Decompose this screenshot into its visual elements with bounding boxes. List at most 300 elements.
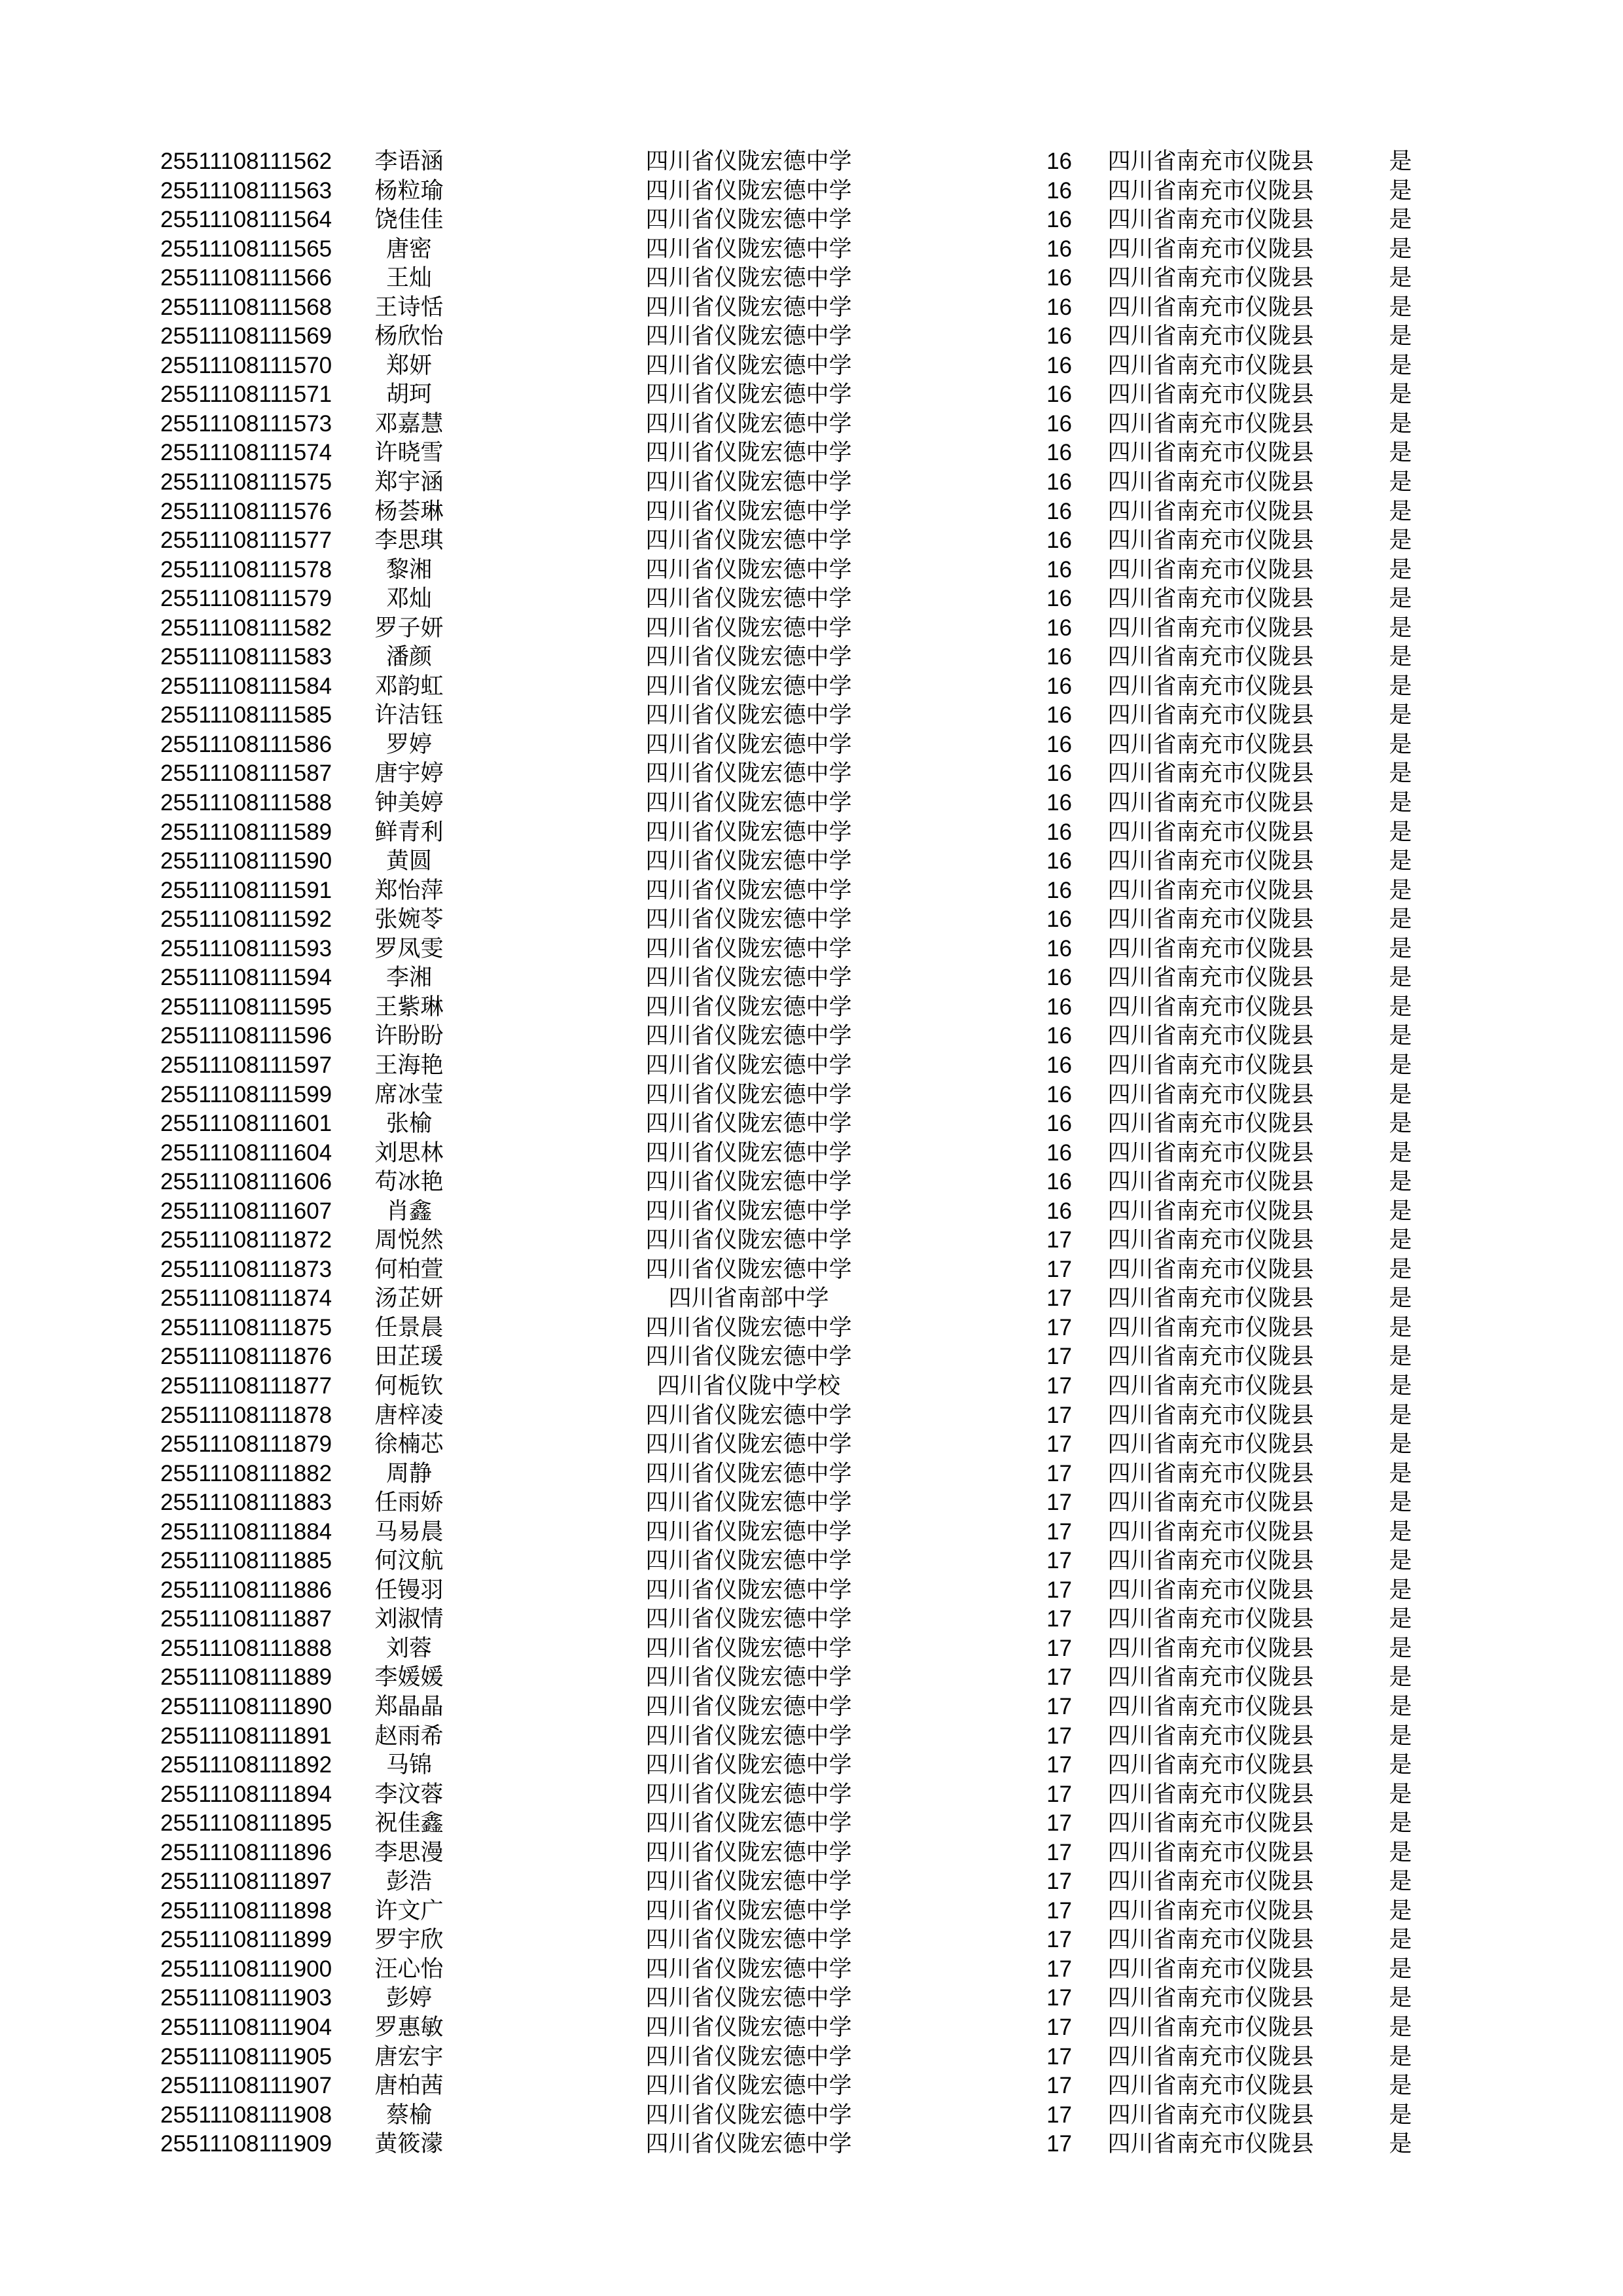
school-cell: 四川省仪陇宏德中学 xyxy=(645,848,852,874)
student-id-cell: 25511108111872 xyxy=(160,1227,332,1253)
age-cell: 17 xyxy=(1046,1664,1072,1691)
table-row xyxy=(0,1314,1623,1343)
confirm-cell: 是 xyxy=(1389,352,1412,378)
region-cell: 四川省南充市仪陇县 xyxy=(1107,673,1314,699)
school-cell: 四川省仪陇宏德中学 xyxy=(645,1897,852,1924)
region-cell: 四川省南充市仪陇县 xyxy=(1107,1344,1314,1370)
confirm-cell: 是 xyxy=(1389,1256,1412,1282)
age-cell: 17 xyxy=(1046,1256,1072,1282)
region-cell: 四川省南充市仪陇县 xyxy=(1107,2073,1314,2099)
school-cell: 四川省仪陇宏德中学 xyxy=(645,906,852,933)
age-cell: 16 xyxy=(1046,1139,1072,1166)
student-id-cell: 25511108111900 xyxy=(160,1956,332,1982)
student-name-cell: 王海艳 xyxy=(374,1052,444,1078)
table-row xyxy=(0,1081,1623,1110)
school-cell: 四川省仪陇宏德中学 xyxy=(645,2102,852,2128)
student-id-cell: 25511108111604 xyxy=(160,1139,332,1166)
region-cell: 四川省南充市仪陇县 xyxy=(1107,1956,1314,1982)
region-cell: 四川省南充市仪陇县 xyxy=(1107,440,1314,466)
student-id-cell: 25511108111877 xyxy=(160,1372,332,1399)
student-id-cell: 25511108111876 xyxy=(160,1344,332,1370)
table-row xyxy=(0,526,1623,556)
student-name-cell: 苟冰艳 xyxy=(374,1169,444,1195)
student-id-cell: 25511108111591 xyxy=(160,877,332,903)
confirm-cell: 是 xyxy=(1389,410,1412,437)
table-row xyxy=(0,1984,1623,2013)
table-row xyxy=(0,235,1623,264)
confirm-cell: 是 xyxy=(1389,877,1412,903)
confirm-cell: 是 xyxy=(1389,1402,1412,1428)
age-cell: 16 xyxy=(1046,323,1072,350)
region-cell: 四川省南充市仪陇县 xyxy=(1107,1023,1314,1049)
age-cell: 16 xyxy=(1046,440,1072,466)
school-cell: 四川省仪陇宏德中学 xyxy=(645,469,852,495)
table-row xyxy=(0,876,1623,906)
region-cell: 四川省南充市仪陇县 xyxy=(1107,1431,1314,1458)
student-name-cell: 马锦 xyxy=(385,1752,432,1778)
table-row xyxy=(0,177,1623,206)
table-row xyxy=(0,439,1623,468)
student-id-cell: 25511108111563 xyxy=(160,177,332,204)
school-cell: 四川省仪陇宏德中学 xyxy=(645,1781,852,1807)
region-cell: 四川省南充市仪陇县 xyxy=(1107,2131,1314,2157)
table-row xyxy=(0,614,1623,643)
student-name-cell: 王诗恬 xyxy=(374,294,444,320)
student-name-cell: 刘蓉 xyxy=(385,1635,432,1661)
age-cell: 16 xyxy=(1046,294,1072,320)
age-cell: 17 xyxy=(1046,2043,1072,2070)
student-id-cell: 25511108111904 xyxy=(160,2015,332,2040)
student-name-cell: 汪心怡 xyxy=(374,1956,444,1982)
confirm-cell: 是 xyxy=(1389,294,1412,320)
student-id-cell: 25511108111897 xyxy=(160,1869,332,1895)
school-cell: 四川省仪陇宏德中学 xyxy=(645,528,852,554)
school-cell: 四川省仪陇宏德中学 xyxy=(645,1985,852,2011)
student-name-cell: 彭婷 xyxy=(385,1985,432,2011)
table-row xyxy=(0,1488,1623,1518)
region-cell: 四川省南充市仪陇县 xyxy=(1107,1198,1314,1224)
student-id-cell: 25511108111879 xyxy=(160,1431,332,1458)
age-cell: 16 xyxy=(1046,1169,1072,1195)
region-cell: 四川省南充市仪陇县 xyxy=(1107,294,1314,320)
region-cell: 四川省南充市仪陇县 xyxy=(1107,702,1314,728)
school-cell: 四川省仪陇中学校 xyxy=(656,1372,840,1399)
table-row xyxy=(0,1809,1623,1839)
table-row xyxy=(0,1460,1623,1489)
student-name-cell: 杨欣怡 xyxy=(374,323,444,350)
school-cell: 四川省仪陇宏德中学 xyxy=(645,1227,852,1253)
region-cell: 四川省南充市仪陇县 xyxy=(1107,1897,1314,1924)
region-cell: 四川省南充市仪陇县 xyxy=(1107,965,1314,991)
student-name-cell: 杨荟琳 xyxy=(374,498,444,524)
confirm-cell: 是 xyxy=(1389,1956,1412,1982)
region-cell: 四川省南充市仪陇县 xyxy=(1107,1256,1314,1282)
student-name-cell: 徐楠芯 xyxy=(374,1431,444,1458)
region-cell: 四川省南充市仪陇县 xyxy=(1107,1810,1314,1837)
age-cell: 16 xyxy=(1046,352,1072,378)
age-cell: 17 xyxy=(1046,1518,1072,1545)
age-cell: 17 xyxy=(1046,1723,1072,1749)
region-cell: 四川省南充市仪陇县 xyxy=(1107,352,1314,378)
student-id-cell: 25511108111576 xyxy=(160,498,332,524)
student-id-cell: 25511108111574 xyxy=(160,440,332,466)
age-cell: 16 xyxy=(1046,1198,1072,1224)
confirm-cell: 是 xyxy=(1389,1664,1412,1691)
table-row xyxy=(0,1605,1623,1634)
table-row xyxy=(0,1751,1623,1780)
confirm-cell: 是 xyxy=(1389,790,1412,816)
student-id-cell: 25511108111898 xyxy=(160,1897,332,1924)
table-row xyxy=(0,1168,1623,1197)
student-id-cell: 25511108111588 xyxy=(160,790,332,816)
confirm-cell: 是 xyxy=(1389,2073,1412,2099)
confirm-cell: 是 xyxy=(1389,1518,1412,1545)
age-cell: 16 xyxy=(1046,790,1072,816)
age-cell: 16 xyxy=(1046,644,1072,670)
table-row xyxy=(0,1226,1623,1255)
table-row xyxy=(0,643,1623,672)
student-name-cell: 罗子妍 xyxy=(374,615,444,641)
school-cell: 四川省仪陇宏德中学 xyxy=(645,1431,852,1458)
region-cell: 四川省南充市仪陇县 xyxy=(1107,1781,1314,1807)
student-name-cell: 祝佳鑫 xyxy=(374,1810,444,1837)
school-cell: 四川省仪陇宏德中学 xyxy=(645,702,852,728)
table-row xyxy=(0,1663,1623,1693)
confirm-cell: 是 xyxy=(1389,236,1412,262)
student-id-cell: 25511108111586 xyxy=(160,731,332,757)
school-cell: 四川省仪陇宏德中学 xyxy=(645,819,852,845)
student-name-cell: 赵雨希 xyxy=(374,1723,444,1749)
table-row xyxy=(0,1139,1623,1168)
table-row xyxy=(0,584,1623,614)
confirm-cell: 是 xyxy=(1389,1927,1412,1953)
student-name-cell: 周静 xyxy=(385,1460,432,1486)
school-cell: 四川省仪陇宏德中学 xyxy=(645,2043,852,2070)
region-cell: 四川省南充市仪陇县 xyxy=(1107,1227,1314,1253)
student-id-cell: 25511108111882 xyxy=(160,1460,332,1486)
confirm-cell: 是 xyxy=(1389,935,1412,961)
table-row xyxy=(0,380,1623,410)
table-row xyxy=(0,1430,1623,1460)
school-cell: 四川省仪陇宏德中学 xyxy=(645,1314,852,1340)
school-cell: 四川省仪陇宏德中学 xyxy=(645,556,852,583)
student-id-cell: 25511108111873 xyxy=(160,1256,332,1282)
student-name-cell: 杨粒瑜 xyxy=(374,177,444,204)
confirm-cell: 是 xyxy=(1389,1490,1412,1516)
student-name-cell: 唐宏宇 xyxy=(374,2043,444,2070)
age-cell: 17 xyxy=(1046,1869,1072,1895)
region-cell: 四川省南充市仪陇县 xyxy=(1107,644,1314,670)
confirm-cell: 是 xyxy=(1389,1781,1412,1807)
student-id-cell: 25511108111875 xyxy=(160,1314,332,1340)
region-cell: 四川省南充市仪陇县 xyxy=(1107,586,1314,612)
region-cell: 四川省南充市仪陇县 xyxy=(1107,1518,1314,1545)
table-row xyxy=(0,818,1623,848)
school-cell: 四川省仪陇宏德中学 xyxy=(645,1869,852,1895)
region-cell: 四川省南充市仪陇县 xyxy=(1107,2015,1314,2040)
student-id-cell: 25511108111565 xyxy=(160,236,332,262)
confirm-cell: 是 xyxy=(1389,556,1412,583)
student-id-cell: 25511108111599 xyxy=(160,1081,332,1107)
student-name-cell: 王紫琳 xyxy=(374,994,444,1020)
age-cell: 16 xyxy=(1046,761,1072,787)
region-cell: 四川省南充市仪陇县 xyxy=(1107,615,1314,641)
student-name-cell: 肖鑫 xyxy=(385,1198,432,1224)
age-cell: 17 xyxy=(1046,1548,1072,1574)
confirm-cell: 是 xyxy=(1389,1111,1412,1137)
region-cell: 四川省南充市仪陇县 xyxy=(1107,323,1314,350)
school-cell: 四川省仪陇宏德中学 xyxy=(645,1606,852,1632)
school-cell: 四川省仪陇宏德中学 xyxy=(645,790,852,816)
table-row xyxy=(0,1255,1623,1285)
age-cell: 16 xyxy=(1046,469,1072,495)
student-id-cell: 25511108111568 xyxy=(160,294,332,320)
age-cell: 16 xyxy=(1046,906,1072,933)
region-cell: 四川省南充市仪陇县 xyxy=(1107,556,1314,583)
student-id-cell: 25511108111606 xyxy=(160,1169,332,1195)
age-cell: 17 xyxy=(1046,1897,1072,1924)
student-name-cell: 黎湘 xyxy=(385,556,432,583)
student-name-cell: 邓韵虹 xyxy=(374,673,444,699)
school-cell: 四川省仪陇宏德中学 xyxy=(645,1839,852,1865)
confirm-cell: 是 xyxy=(1389,906,1412,933)
school-cell: 四川省仪陇宏德中学 xyxy=(645,382,852,408)
student-id-cell: 25511108111878 xyxy=(160,1402,332,1428)
school-cell: 四川省仪陇宏德中学 xyxy=(645,965,852,991)
age-cell: 16 xyxy=(1046,382,1072,408)
student-name-cell: 鲜青利 xyxy=(374,819,444,845)
school-cell: 四川省仪陇宏德中学 xyxy=(645,1927,852,1953)
student-id-cell: 25511108111584 xyxy=(160,673,332,699)
student-name-cell: 何栀钦 xyxy=(374,1372,444,1399)
student-id-cell: 25511108111571 xyxy=(160,382,332,408)
student-name-cell: 张婉苓 xyxy=(374,906,444,933)
age-cell: 17 xyxy=(1046,1577,1072,1603)
school-cell: 四川省仪陇宏德中学 xyxy=(645,1111,852,1137)
student-name-cell: 胡珂 xyxy=(385,382,432,408)
region-cell: 四川省南充市仪陇县 xyxy=(1107,149,1314,174)
student-id-cell: 25511108111582 xyxy=(160,615,332,641)
age-cell: 17 xyxy=(1046,1344,1072,1370)
student-id-cell: 25511108111905 xyxy=(160,2043,332,2070)
school-cell: 四川省仪陇宏德中学 xyxy=(645,673,852,699)
school-cell: 四川省仪陇宏德中学 xyxy=(645,1139,852,1166)
student-name-cell: 罗凤雯 xyxy=(374,935,444,961)
age-cell: 16 xyxy=(1046,1023,1072,1049)
school-cell: 四川省仪陇宏德中学 xyxy=(645,935,852,961)
student-name-cell: 马易晨 xyxy=(374,1518,444,1545)
student-name-cell: 黄筱濛 xyxy=(374,2131,444,2157)
region-cell: 四川省南充市仪陇县 xyxy=(1107,877,1314,903)
student-id-cell: 25511108111583 xyxy=(160,644,332,670)
age-cell: 17 xyxy=(1046,1314,1072,1340)
student-name-cell: 邓嘉慧 xyxy=(374,410,444,437)
age-cell: 17 xyxy=(1046,2015,1072,2040)
region-cell: 四川省南充市仪陇县 xyxy=(1107,1869,1314,1895)
student-name-cell: 黄圆 xyxy=(385,848,432,874)
region-cell: 四川省南充市仪陇县 xyxy=(1107,1693,1314,1719)
region-cell: 四川省南充市仪陇县 xyxy=(1107,994,1314,1020)
table-row xyxy=(0,2130,1623,2159)
age-cell: 16 xyxy=(1046,877,1072,903)
student-name-cell: 唐密 xyxy=(385,236,432,262)
age-cell: 16 xyxy=(1046,528,1072,554)
table-row xyxy=(0,1197,1623,1227)
region-cell: 四川省南充市仪陇县 xyxy=(1107,1460,1314,1486)
confirm-cell: 是 xyxy=(1389,1869,1412,1895)
student-id-cell: 25511108111585 xyxy=(160,702,332,728)
table-row xyxy=(0,2101,1623,2130)
confirm-cell: 是 xyxy=(1389,848,1412,874)
region-cell: 四川省南充市仪陇县 xyxy=(1107,382,1314,408)
region-cell: 四川省南充市仪陇县 xyxy=(1107,1606,1314,1632)
student-id-cell: 25511108111890 xyxy=(160,1693,332,1719)
student-id-cell: 25511108111577 xyxy=(160,528,332,554)
student-name-cell: 李语涵 xyxy=(374,149,444,174)
student-id-cell: 25511108111578 xyxy=(160,556,332,583)
school-cell: 四川省仪陇宏德中学 xyxy=(645,440,852,466)
student-id-cell: 25511108111596 xyxy=(160,1023,332,1049)
age-cell: 17 xyxy=(1046,1635,1072,1661)
table-row xyxy=(0,264,1623,293)
school-cell: 四川省仪陇宏德中学 xyxy=(645,994,852,1020)
table-row xyxy=(0,730,1623,760)
region-cell: 四川省南充市仪陇县 xyxy=(1107,1402,1314,1428)
school-cell: 四川省仪陇宏德中学 xyxy=(645,1460,852,1486)
school-cell: 四川省仪陇宏德中学 xyxy=(645,1723,852,1749)
student-id-cell: 25511108111888 xyxy=(160,1635,332,1661)
student-id-cell: 25511108111908 xyxy=(160,2102,332,2128)
student-name-cell: 罗宇欣 xyxy=(374,1927,444,1953)
age-cell: 17 xyxy=(1046,1490,1072,1516)
student-name-cell: 许盼盼 xyxy=(374,1023,444,1049)
region-cell: 四川省南充市仪陇县 xyxy=(1107,1169,1314,1195)
school-cell: 四川省仪陇宏德中学 xyxy=(645,1956,852,1982)
school-cell: 四川省仪陇宏德中学 xyxy=(645,177,852,204)
region-cell: 四川省南充市仪陇县 xyxy=(1107,906,1314,933)
confirm-cell: 是 xyxy=(1389,761,1412,787)
confirm-cell: 是 xyxy=(1389,1810,1412,1837)
student-name-cell: 王灿 xyxy=(385,265,432,291)
table-row xyxy=(0,1780,1623,1810)
region-cell: 四川省南充市仪陇县 xyxy=(1107,1111,1314,1137)
school-cell: 四川省仪陇宏德中学 xyxy=(645,1052,852,1078)
student-id-cell: 25511108111885 xyxy=(160,1548,332,1574)
age-cell: 17 xyxy=(1046,1693,1072,1719)
confirm-cell: 是 xyxy=(1389,965,1412,991)
student-name-cell: 潘颜 xyxy=(385,644,432,670)
confirm-cell: 是 xyxy=(1389,702,1412,728)
age-cell: 17 xyxy=(1046,1460,1072,1486)
age-cell: 17 xyxy=(1046,1839,1072,1865)
region-cell: 四川省南充市仪陇县 xyxy=(1107,1577,1314,1603)
age-cell: 16 xyxy=(1046,819,1072,845)
age-cell: 17 xyxy=(1046,1927,1072,1953)
confirm-cell: 是 xyxy=(1389,1693,1412,1719)
region-cell: 四川省南充市仪陇县 xyxy=(1107,2102,1314,2128)
confirm-cell: 是 xyxy=(1389,1460,1412,1486)
student-id-cell: 25511108111575 xyxy=(160,469,332,495)
student-id-cell: 25511108111874 xyxy=(160,1285,332,1312)
confirm-cell: 是 xyxy=(1389,1227,1412,1253)
confirm-cell: 是 xyxy=(1389,1548,1412,1574)
region-cell: 四川省南充市仪陇县 xyxy=(1107,1548,1314,1574)
age-cell: 17 xyxy=(1046,1285,1072,1312)
region-cell: 四川省南充市仪陇县 xyxy=(1107,935,1314,961)
student-id-cell: 25511108111607 xyxy=(160,1198,332,1224)
school-cell: 四川省仪陇宏德中学 xyxy=(645,352,852,378)
region-cell: 四川省南充市仪陇县 xyxy=(1107,207,1314,233)
school-cell: 四川省仪陇宏德中学 xyxy=(645,1402,852,1428)
table-row xyxy=(0,468,1623,497)
confirm-cell: 是 xyxy=(1389,177,1412,204)
student-name-cell: 李汶蓉 xyxy=(374,1781,444,1807)
region-cell: 四川省南充市仪陇县 xyxy=(1107,498,1314,524)
region-cell: 四川省南充市仪陇县 xyxy=(1107,528,1314,554)
school-cell: 四川省仪陇宏德中学 xyxy=(645,2073,852,2099)
confirm-cell: 是 xyxy=(1389,1314,1412,1340)
student-id-cell: 25511108111903 xyxy=(160,1985,332,2011)
table-row xyxy=(0,759,1623,789)
student-id-cell: 25511108111895 xyxy=(160,1810,332,1837)
region-cell: 四川省南充市仪陇县 xyxy=(1107,1052,1314,1078)
school-cell: 四川省仪陇宏德中学 xyxy=(645,1023,852,1049)
table-row xyxy=(0,1022,1623,1051)
school-cell: 四川省仪陇宏德中学 xyxy=(645,615,852,641)
student-name-cell: 郑怡萍 xyxy=(374,877,444,903)
confirm-cell: 是 xyxy=(1389,1752,1412,1778)
student-id-cell: 25511108111594 xyxy=(160,965,332,991)
table-row xyxy=(0,2043,1623,2072)
student-name-cell: 郑宇涵 xyxy=(374,469,444,495)
confirm-cell: 是 xyxy=(1389,2043,1412,2070)
confirm-cell: 是 xyxy=(1389,1169,1412,1195)
age-cell: 17 xyxy=(1046,2073,1072,2099)
table-row xyxy=(0,497,1623,527)
age-cell: 16 xyxy=(1046,410,1072,437)
table-row xyxy=(0,847,1623,876)
age-cell: 16 xyxy=(1046,1081,1072,1107)
region-cell: 四川省南充市仪陇县 xyxy=(1107,236,1314,262)
region-cell: 四川省南充市仪陇县 xyxy=(1107,1839,1314,1865)
school-cell: 四川省仪陇宏德中学 xyxy=(645,1752,852,1778)
student-name-cell: 许晓雪 xyxy=(374,440,444,466)
student-name-cell: 周悦然 xyxy=(374,1227,444,1253)
student-id-cell: 25511108111590 xyxy=(160,848,332,874)
school-cell: 四川省仪陇宏德中学 xyxy=(645,149,852,174)
age-cell: 17 xyxy=(1046,1227,1072,1253)
student-id-cell: 25511108111566 xyxy=(160,265,332,291)
school-cell: 四川省仪陇宏德中学 xyxy=(645,410,852,437)
student-name-cell: 李思琪 xyxy=(374,528,444,554)
age-cell: 16 xyxy=(1046,1052,1072,1078)
table-row xyxy=(0,1051,1623,1081)
age-cell: 16 xyxy=(1046,673,1072,699)
student-name-cell: 汤芷妍 xyxy=(374,1285,444,1312)
student-name-cell: 许文广 xyxy=(374,1897,444,1924)
age-cell: 16 xyxy=(1046,965,1072,991)
table-row xyxy=(0,1634,1623,1664)
student-id-cell: 25511108111907 xyxy=(160,2073,332,2099)
region-cell: 四川省南充市仪陇县 xyxy=(1107,1752,1314,1778)
region-cell: 四川省南充市仪陇县 xyxy=(1107,1985,1314,2011)
confirm-cell: 是 xyxy=(1389,265,1412,291)
table-row xyxy=(0,2072,1623,2101)
confirm-cell: 是 xyxy=(1389,440,1412,466)
region-cell: 四川省南充市仪陇县 xyxy=(1107,819,1314,845)
student-id-cell: 25511108111593 xyxy=(160,935,332,961)
student-name-cell: 张榆 xyxy=(385,1111,432,1137)
